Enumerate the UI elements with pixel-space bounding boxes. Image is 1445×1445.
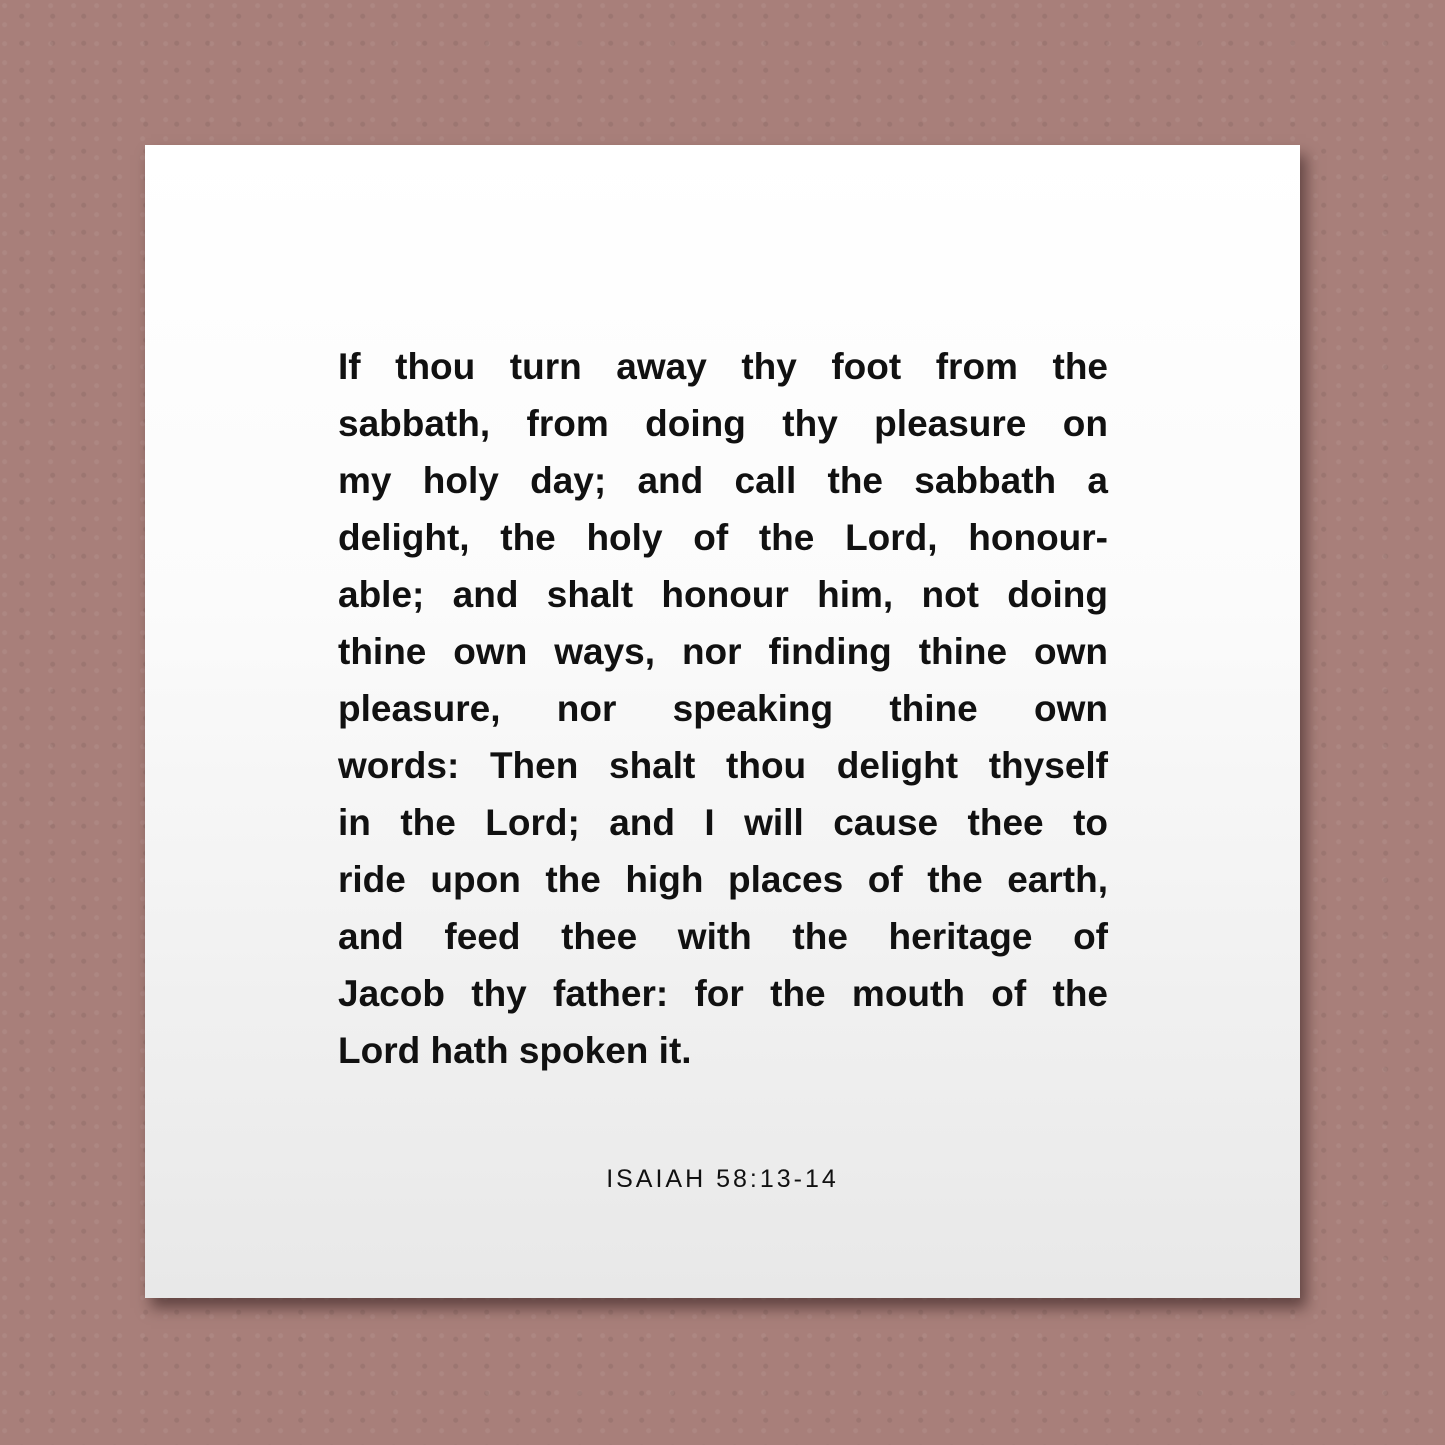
verse-line: able; and shalt honour him, not doing [338, 574, 1108, 615]
verse-line: words: Then shalt thou delight thyself [338, 745, 1108, 786]
verse-reference: ISAIAH 58:13-14 [606, 1165, 839, 1193]
verse-line: and feed thee with the heritage of [338, 916, 1108, 957]
verse-line: my holy day; and call the sabbath a [338, 460, 1108, 501]
verse-line: ride upon the high places of the earth, [338, 859, 1108, 900]
verse-text [338, 338, 1108, 1079]
verse-print-card [145, 145, 1300, 1298]
verse-line: delight, the holy of the Lord, honour- [338, 517, 1108, 558]
verse-line: Jacob thy father: for the mouth of the [338, 973, 1108, 1014]
verse-line: sabbath, from doing thy pleasure on [338, 403, 1108, 444]
verse-line: If thou turn away thy foot from the [338, 346, 1108, 387]
verse-line: pleasure, nor speaking thine own [338, 688, 1108, 729]
verse-line: Lord hath spoken it. [338, 1030, 692, 1071]
verse-line: in the Lord; and I will cause thee to [338, 802, 1108, 843]
verse-line: thine own ways, nor finding thine own [338, 631, 1108, 672]
